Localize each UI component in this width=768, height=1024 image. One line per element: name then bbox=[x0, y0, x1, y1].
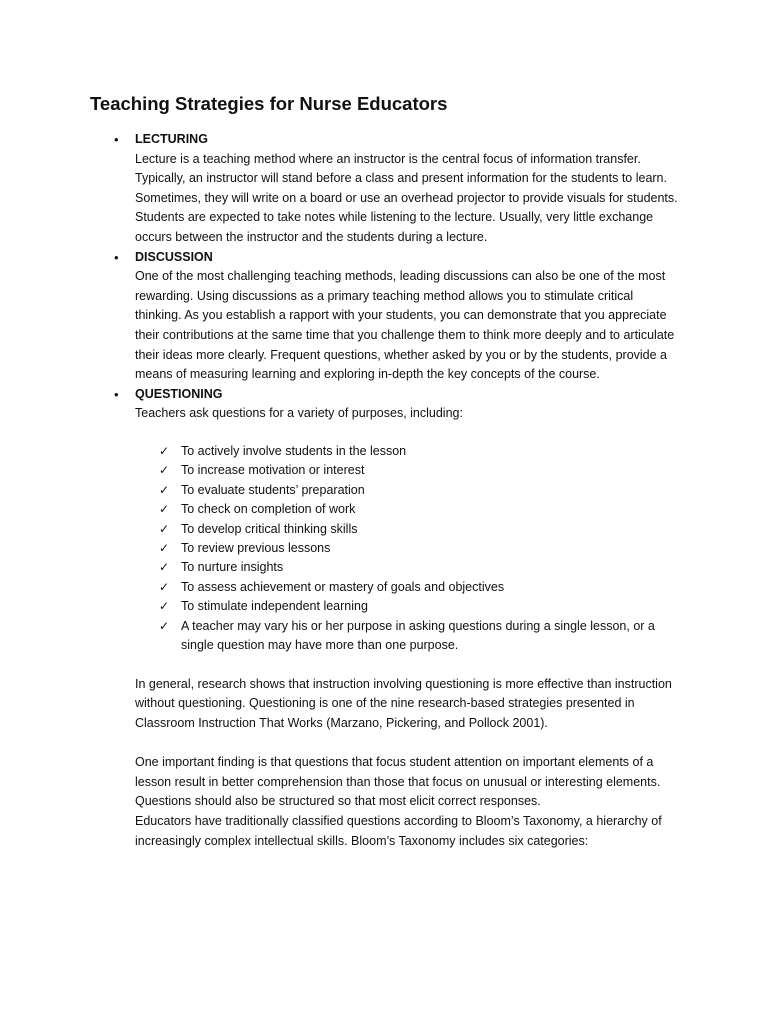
section-questioning bbox=[0, 385, 768, 851]
section-label: DISCUSSION bbox=[135, 249, 213, 264]
check-icon: ✓ bbox=[159, 482, 170, 497]
bullet-icon: • bbox=[114, 249, 119, 265]
purpose-list bbox=[135, 442, 768, 655]
research-paragraph: In general, research shows that instruction involving questioning is more effective than instruction without questioning. Questioning is one of the nine research-based strategies presented in Classroom Instruction That Works (Marzano, Pickering, and Pollock 2001). bbox=[135, 676, 672, 731]
section-label: QUESTIONING bbox=[135, 386, 223, 401]
check-icon: ✓ bbox=[159, 463, 170, 478]
list-item: ✓ To assess achievement or mastery of goals and objectives bbox=[135, 578, 768, 597]
check-icon: ✓ bbox=[159, 540, 170, 555]
list-item: ✓ To develop critical thinking skills bbox=[135, 520, 768, 539]
strategy-list bbox=[0, 130, 768, 851]
section-discussion bbox=[0, 248, 768, 385]
list-item: ✓ A teacher may vary his or her purpose in asking questions during a single lesson, or a single question may have more than one purpose. bbox=[159, 618, 655, 652]
check-icon: ✓ bbox=[159, 618, 170, 633]
list-item: ✓ To evaluate students’ preparation bbox=[135, 481, 768, 500]
finding-paragraph: One important finding is that questions that focus student attention on important elements of a lesson result in better comprehension than those that focus on unusual or interesting elements. Questions should also be structured so that most elicit correct responses. bbox=[135, 755, 661, 809]
section-text: Lecture is a teaching method where an instructor is the central focus of information transfer. Typically, an instructor will stand before a class and present information for the students to learn. Sometimes, they will write on a board or use an overhead projector to provide visuals for students. Students are expected to take notes while listening to the lecture. Usually, very little exchange occurs between the instructor and the students during a lecture. bbox=[135, 151, 678, 244]
list-item: ✓ To review previous lessons bbox=[135, 539, 768, 558]
check-icon: ✓ bbox=[159, 599, 170, 614]
page-title: Teaching Strategies for Nurse Educators bbox=[90, 93, 448, 114]
section-text: Teachers ask questions for a variety of purposes, including: bbox=[135, 406, 463, 421]
section-label: LECTURING bbox=[135, 132, 208, 146]
list-item: ✓ To stimulate independent learning bbox=[135, 597, 768, 616]
bullet-icon: • bbox=[114, 386, 119, 402]
section-lecturing bbox=[0, 130, 768, 248]
list-item: ✓ To nurture insights bbox=[135, 558, 768, 577]
bloom-paragraph: Educators have traditionally classified questions according to Bloom’s Taxonomy, a hierarchy of increasingly complex intellectual skills. Bloom’s Taxonomy includes six categories: bbox=[135, 813, 662, 848]
check-icon: ✓ bbox=[159, 579, 170, 594]
check-icon: ✓ bbox=[159, 502, 170, 517]
check-icon: ✓ bbox=[159, 560, 170, 575]
list-item: ✓ To increase motivation or interest bbox=[135, 461, 768, 480]
list-item: ✓ To check on completion of work bbox=[135, 500, 768, 519]
section-text: One of the most challenging teaching methods, leading discussions can also be one of the most rewarding. Using discussions as a primary teaching method allows you to stimulate critical thinking. As you establish a rapport with your students, you can demonstrate that you appreciate their contributions at the same time that you challenge them to think more deeply and to articulate their ideas more clearly. Frequent questions, whether asked by you or by the students, provide a means of measuring learning and exploring in-depth the key concepts of the course. bbox=[135, 269, 675, 382]
check-icon: ✓ bbox=[159, 443, 170, 458]
list-item: ✓ To actively involve students in the lesson bbox=[135, 442, 768, 461]
check-icon: ✓ bbox=[159, 521, 170, 536]
bullet-icon: • bbox=[114, 132, 119, 147]
